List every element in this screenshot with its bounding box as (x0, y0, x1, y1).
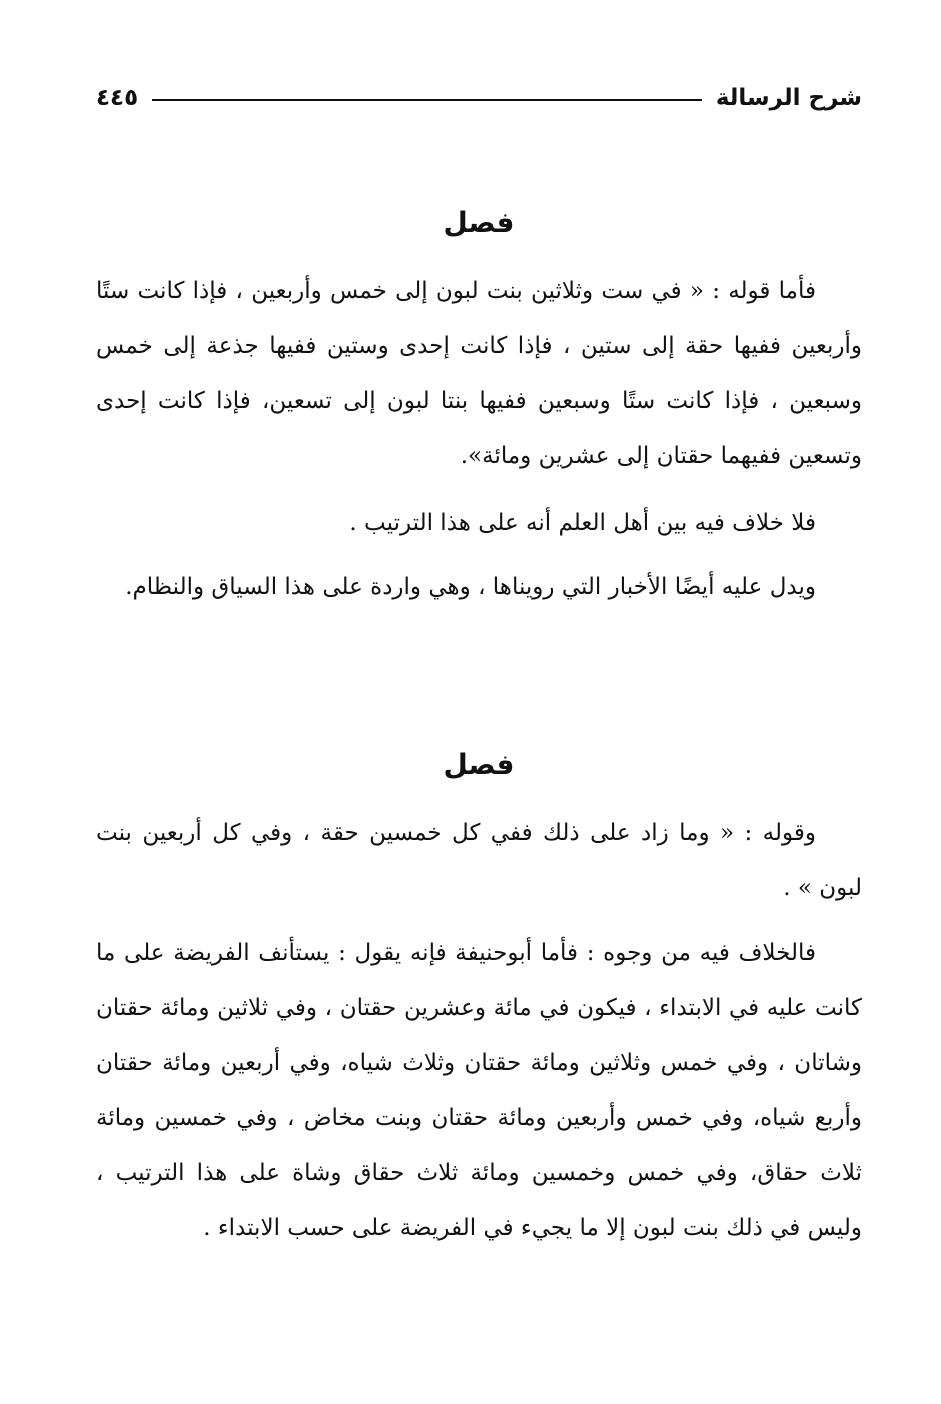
page-number: ٤٤٥ (96, 85, 139, 111)
header-title: شرح الرسالة (715, 85, 862, 111)
paragraph-3: ويدل عليه أيضًا الأخبار التي رويناها ، وهي واردة على هذا السياق والنظام. (125, 574, 816, 600)
paragraph-2: فلا خلاف فيه بين أهل العلم أنه على هذا الترتيب . (349, 510, 816, 536)
section-heading-1: فصل (443, 206, 515, 239)
header-rule (152, 99, 702, 101)
section-heading-2: فصل (443, 748, 515, 781)
paragraph-1: فأما قوله : « في ست وثلاثين بنت لبون إلى خمس وأربعين ، فإذا كانت ستًا وأربعين ففيها حقة إلى ستين ، فإذا كانت إحدى وستين ففيها جذعة إلى خمس وسبعين ، فإذا كانت ستًا وسبعين ففيها بنتا لبون إلى تسعين، فإذا كانت إحدى وتسعين ففيهما حقتان إلى عشرين ومائة». (96, 278, 862, 469)
paragraph-4: وقوله : « وما زاد على ذلك ففي كل خمسين حقة ، وفي كل أربعين بنت لبون » . (96, 820, 862, 901)
running-header (96, 78, 862, 118)
paragraph-5: فالخلاف فيه من وجوه : فأما أبوحنيفة فإنه يقول : يستأنف الفريضة على ما كانت عليه في الابتداء ، فيكون في مائة وعشرين حقتان ، وفي ثلاثين ومائة حقتان وشاتان ، وفي خمس وثلاثين ومائة حقتان وثلاث شياه، وفي أربعين ومائة حقتان وأربع شياه، وفي خمس وأربعين ومائة حقتان وبنت مخاض ، وفي خمسين ومائة ثلاث حقاق، وفي خمس وخمسين ومائة ثلاث حقاق وشاة على هذا الترتيب ، وليس في ذلك بنت لبون إلا ما يجيء في الفريضة على حسب الابتداء . (96, 940, 862, 1241)
